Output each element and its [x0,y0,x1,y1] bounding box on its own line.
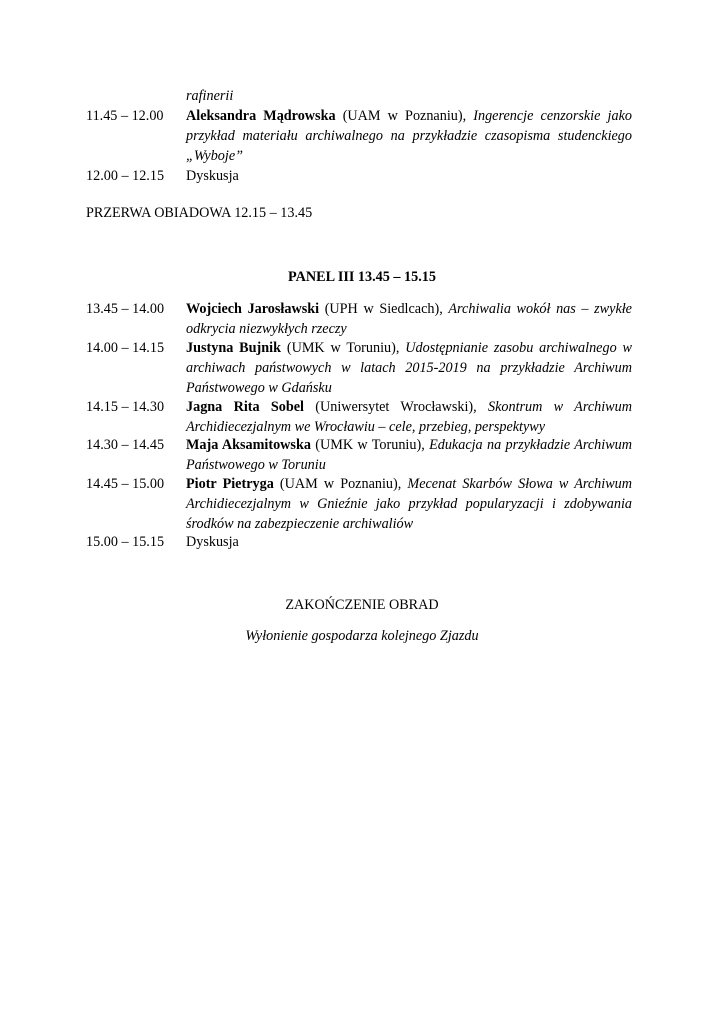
entry-time: 13.45 – 14.00 [86,301,165,317]
panel-heading: PANEL III 13.45 – 15.15 [288,269,436,285]
entry-description [186,299,632,339]
entry-description [186,338,632,398]
entry-description: Dyskusja [186,534,239,550]
speaker-affiliation: (UMK w Toruniu), [280,340,406,356]
talk-title: Archiwalia wokół nas – zwykłe odkrycia niezwykłych rzeczy [186,301,632,337]
speaker-affiliation: (UMK w Toruniu), [310,437,430,453]
entry-time: 14.45 – 15.00 [86,476,165,492]
entry-description [186,474,632,534]
talk-title: Edukacja na przykładzie Archiwum Państwowego w Toruniu [186,437,632,473]
entry-description: Dyskusja [186,168,239,184]
talk-title: Udostępnianie zasobu archiwalnego w archiwach państwowych w latach 2015-2019 na przykładzie Archiwum Państwowego w Gdańsku [186,340,632,396]
entry-time: 11.45 – 12.00 [86,108,164,124]
speaker-name: Piotr Pietryga [186,476,274,492]
entry-description [186,397,632,437]
speaker-name: Wojciech Jarosławski [186,301,320,317]
entry-description [186,435,632,475]
closing-note: Wyłonienie gospodarza kolejnego Zjazdu [245,628,479,644]
speaker-name: Jagna Rita Sobel [186,399,304,415]
previous-entry-continuation: rafinerii [186,88,234,104]
entry-time: 14.15 – 14.30 [86,399,165,415]
talk-title: Skontrum w Archiwum Archidiecezjalnym we Wrocławiu – cele, przebieg, perspektywy [186,399,632,435]
entry-time: 14.00 – 14.15 [86,340,165,356]
speaker-affiliation: (UPH w Siedlcach), [319,301,449,317]
entry-time: 15.00 – 15.15 [86,534,165,550]
talk-title: Mecenat Skarbów Słowa w Archiwum Archidiecezjalnym w Gnieźnie jako przykład popularyzacji i zdobywania środków na zabezpieczenie archiwaliów [186,476,633,532]
speaker-affiliation: (Uniwersytet Wrocławski), [304,399,488,415]
speaker-name: Maja Aksamitowska [186,437,311,453]
lunch-break: PRZERWA OBIADOWA 12.15 – 13.45 [86,205,313,221]
speaker-name: Justyna Bujnik [186,340,281,356]
entry-description [186,106,632,166]
talk-title: Ingerencje cenzorskie jako przykład materiału archiwalnego na przykładzie czasopisma studenckiego „Wyboje” [186,108,632,164]
entry-time: 12.00 – 12.15 [86,168,165,184]
speaker-affiliation: (UAM w Poznaniu), [273,476,408,492]
speaker-name: Aleksandra Mądrowska [186,108,336,124]
closing-heading: ZAKOŃCZENIE OBRAD [285,597,439,613]
speaker-affiliation: (UAM w Poznaniu), [335,108,474,124]
entry-time: 14.30 – 14.45 [86,437,165,453]
